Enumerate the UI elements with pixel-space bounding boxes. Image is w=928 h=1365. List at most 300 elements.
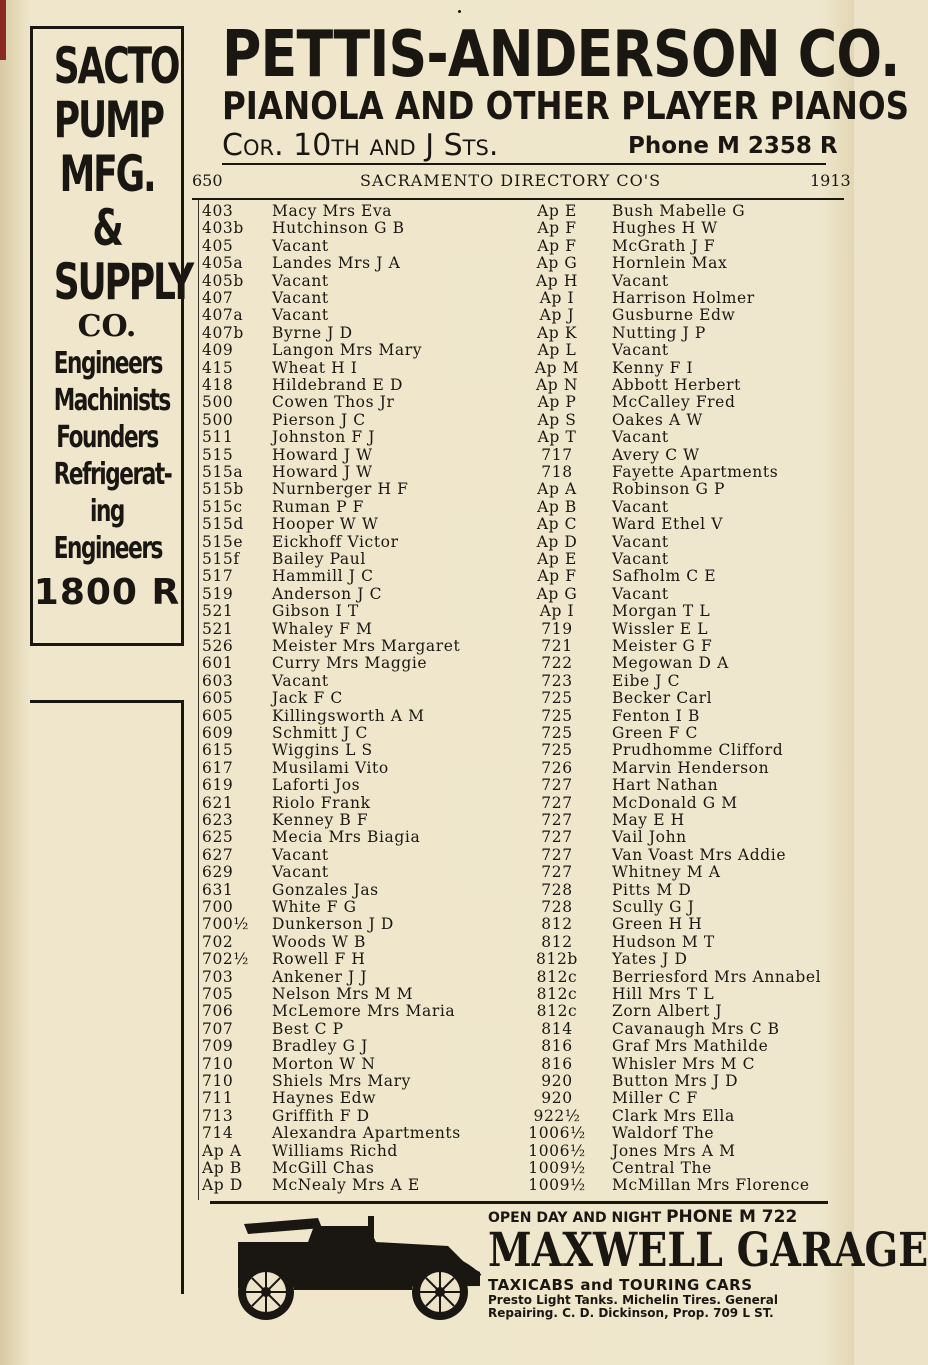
resident-name: Howard J W xyxy=(272,445,373,464)
house-number: 709 xyxy=(202,1037,234,1056)
resident-name: Landes Mrs J A xyxy=(272,254,401,273)
resident-name: Riolo Frank xyxy=(272,793,371,812)
directory-entry xyxy=(0,203,854,220)
directory-entry xyxy=(0,394,854,411)
house-number: 617 xyxy=(202,758,234,777)
directory-entry xyxy=(0,342,854,359)
header-rule xyxy=(222,163,826,165)
house-number: 725 xyxy=(541,689,573,708)
ad-service: ing xyxy=(90,494,124,529)
directory-entry xyxy=(0,1073,854,1090)
house-number: 1009½ xyxy=(528,1159,586,1177)
resident-name: Vail John xyxy=(612,828,687,847)
running-title: SACRAMENTO DIRECTORY CO'S xyxy=(360,171,662,190)
resident-name: Harrison Holmer xyxy=(612,289,755,307)
house-number: 812c xyxy=(536,985,578,1003)
house-number: 621 xyxy=(202,793,234,812)
resident-name: Becker Carl xyxy=(612,689,713,708)
resident-name: McMillan Mrs Florence xyxy=(612,1176,810,1195)
house-number: 515d xyxy=(202,515,244,534)
resident-name: Musilami Vito xyxy=(272,758,389,777)
house-number: 405a xyxy=(202,254,244,273)
resident-name: Fayette Apartments xyxy=(612,463,779,481)
house-number: 609 xyxy=(202,724,234,742)
resident-name: Vacant xyxy=(272,236,329,255)
resident-name: Johnston F J xyxy=(272,428,376,447)
house-number: Ap D xyxy=(536,532,578,551)
resident-name: Killingsworth A M xyxy=(272,706,425,725)
house-number: 415 xyxy=(202,358,234,377)
house-number: Ap A xyxy=(202,1141,242,1160)
house-number: 812c xyxy=(536,967,578,986)
bottom-ad-services: TAXICABS and TOURING CARS xyxy=(488,1276,753,1294)
directory-entry xyxy=(0,638,854,655)
resident-name: Mecia Mrs Biagia xyxy=(272,828,421,847)
house-number: Ap S xyxy=(537,410,577,429)
resident-name: Hill Mrs T L xyxy=(612,985,715,1003)
directory-entry xyxy=(0,377,854,394)
resident-name: Eibe J C xyxy=(612,671,681,690)
house-number: 515f xyxy=(202,550,240,568)
resident-name: Vacant xyxy=(272,271,329,290)
resident-name: Avery C W xyxy=(612,445,700,464)
resident-name: Prudhomme Clifford xyxy=(612,741,784,760)
directory-entry xyxy=(0,447,854,464)
directory-entry xyxy=(0,238,854,255)
house-number: 623 xyxy=(202,811,234,829)
house-number: Ap K xyxy=(536,323,578,342)
directory-entry xyxy=(0,795,854,812)
page-number: 650 xyxy=(192,171,223,190)
resident-name: Safholm C E xyxy=(612,567,717,586)
resident-name: Zorn Albert J xyxy=(612,1002,723,1021)
resident-name: Clark Mrs Ella xyxy=(612,1106,735,1125)
directory-entry xyxy=(0,360,854,377)
house-number: 718 xyxy=(541,463,573,481)
resident-name: Dunkerson J D xyxy=(272,915,394,934)
directory-entry xyxy=(0,621,854,638)
directory-entry xyxy=(0,812,854,829)
house-number: 1006½ xyxy=(528,1141,586,1160)
resident-name: Schmitt J C xyxy=(272,724,368,742)
resident-name: Byrne J D xyxy=(272,323,353,342)
resident-name: Griffith F D xyxy=(272,1106,370,1125)
resident-name: Howard J W xyxy=(272,463,373,481)
resident-name: Macy Mrs Eva xyxy=(272,202,393,220)
house-number: 407a xyxy=(202,306,244,325)
page-edge-mark xyxy=(0,0,6,60)
resident-name: McGrath J F xyxy=(612,236,716,255)
directory-entry xyxy=(0,1090,854,1107)
house-number: 700 xyxy=(202,898,234,916)
house-number: 722 xyxy=(541,654,573,673)
house-number: 515 xyxy=(202,445,234,464)
directory-entry xyxy=(0,1143,854,1160)
directory-entry xyxy=(0,1056,854,1073)
directory-entry xyxy=(0,847,854,864)
resident-name: Megowan D A xyxy=(612,654,729,673)
resident-name: Ruman P F xyxy=(272,497,365,516)
resident-name: McLemore Mrs Maria xyxy=(272,1002,456,1021)
ad-line: PUMP xyxy=(53,91,163,149)
resident-name: Hutchinson G B xyxy=(272,219,405,238)
directory-entry xyxy=(0,1108,854,1125)
house-number: Ap A xyxy=(537,480,577,499)
house-number: 812 xyxy=(541,932,573,951)
directory-entry xyxy=(0,516,854,533)
house-number: 702 xyxy=(202,932,234,951)
house-number: 407 xyxy=(202,289,234,307)
resident-name: Vacant xyxy=(612,341,669,360)
house-number: 519 xyxy=(202,584,234,603)
house-number: 721 xyxy=(541,637,573,655)
resident-name: Central The xyxy=(612,1159,712,1177)
resident-name: Gusburne Edw xyxy=(612,306,736,325)
directory-entry xyxy=(0,1177,854,1194)
house-number: 814 xyxy=(541,1019,573,1038)
house-number: 812c xyxy=(536,1002,578,1021)
house-number: Ap G xyxy=(536,584,578,603)
house-number: Ap B xyxy=(202,1159,242,1177)
house-number: 727 xyxy=(541,845,573,864)
resident-name: Best C P xyxy=(272,1019,344,1038)
resident-name: Vacant xyxy=(272,863,329,882)
resident-name: Jack F C xyxy=(272,689,343,708)
resident-name: Cowen Thos Jr xyxy=(272,393,395,412)
resident-name: Eickhoff Victor xyxy=(272,532,399,551)
directory-entry xyxy=(0,429,854,446)
ink-speck xyxy=(458,10,461,13)
bottom-ad-name: MAXWELL GARAGE xyxy=(488,1223,928,1278)
house-number: Ap B xyxy=(537,497,577,516)
house-number: 515b xyxy=(202,480,244,499)
resident-name: Cavanaugh Mrs C B xyxy=(612,1019,780,1038)
bottom-ad-line: Repairing. C. D. Dickinson, Prop. 709 L ST. xyxy=(488,1306,774,1320)
directory-entry xyxy=(0,481,854,498)
house-number: 605 xyxy=(202,689,234,708)
directory-entry xyxy=(0,899,854,916)
directory-entry xyxy=(0,307,854,324)
house-number: 705 xyxy=(202,985,234,1003)
resident-name: Kenny F I xyxy=(612,358,694,377)
directory-entry xyxy=(0,499,854,516)
directory-entry xyxy=(0,934,854,951)
resident-name: Pierson J C xyxy=(272,410,366,429)
house-number: 615 xyxy=(202,741,234,760)
resident-name: Vacant xyxy=(272,289,329,307)
directory-entry xyxy=(0,742,854,759)
house-number: Ap D xyxy=(202,1176,243,1195)
ad-service: Machinists xyxy=(53,383,170,418)
house-number: 728 xyxy=(541,880,573,899)
house-number: 816 xyxy=(541,1054,573,1073)
resident-name: White F G xyxy=(272,898,357,916)
house-number: 703 xyxy=(202,967,234,986)
bottom-ad-line: Presto Light Tanks. Michelin Tires. General xyxy=(488,1293,778,1307)
resident-name: Shiels Mrs Mary xyxy=(272,1072,412,1090)
directory-entry xyxy=(0,412,854,429)
resident-name: Waldorf The xyxy=(612,1124,715,1143)
house-number: 710 xyxy=(202,1054,234,1073)
house-number: 1006½ xyxy=(528,1124,586,1143)
house-number: 700½ xyxy=(202,915,250,934)
directory-entry xyxy=(0,969,854,986)
ad-line: MFG. & xyxy=(59,145,155,257)
resident-name: Pitts M D xyxy=(612,880,692,899)
resident-name: Vacant xyxy=(272,671,329,690)
resident-name: Vacant xyxy=(272,845,329,864)
house-number: 920 xyxy=(541,1072,573,1090)
house-number: 727 xyxy=(541,828,573,847)
resident-name: Wiggins L S xyxy=(272,741,373,760)
house-number: 511 xyxy=(202,428,234,447)
house-number: 727 xyxy=(541,776,573,795)
resident-name: Marvin Henderson xyxy=(612,758,770,777)
resident-name: Whisler Mrs M C xyxy=(612,1054,756,1073)
ad-phone: 1800 R xyxy=(33,572,181,613)
house-number: 521 xyxy=(202,619,234,638)
house-number: Ap F xyxy=(537,219,577,238)
house-number: 1009½ xyxy=(528,1176,586,1195)
house-number: 706 xyxy=(202,1002,234,1021)
house-number: 920 xyxy=(541,1089,573,1108)
directory-entry xyxy=(0,986,854,1003)
directory-entry xyxy=(0,1160,854,1177)
resident-name: Van Voast Mrs Addie xyxy=(612,845,787,864)
house-number: Ap E xyxy=(537,550,577,568)
directory-entry xyxy=(0,586,854,603)
resident-name: Langon Mrs Mary xyxy=(272,341,423,360)
resident-name: Hildebrand E D xyxy=(272,376,403,394)
house-number: Ap P xyxy=(537,393,577,412)
house-number: 812b xyxy=(536,950,578,969)
ad-service: Founders xyxy=(56,420,158,455)
maxwell-garage-ad xyxy=(210,1204,928,1324)
directory-entry xyxy=(0,255,854,272)
resident-name: Hooper W W xyxy=(272,515,379,534)
resident-name: Miller C F xyxy=(612,1089,698,1108)
house-number: 605 xyxy=(202,706,234,725)
directory-entry xyxy=(0,551,854,568)
resident-name: Vacant xyxy=(612,428,669,447)
directory-entry xyxy=(0,655,854,672)
resident-name: Wheat H I xyxy=(272,358,358,377)
resident-name: Bradley G J xyxy=(272,1037,368,1056)
resident-name: Meister G F xyxy=(612,637,713,655)
resident-name: McCalley Fred xyxy=(612,393,736,412)
house-number: 711 xyxy=(202,1089,234,1108)
resident-name: Button Mrs J D xyxy=(612,1072,739,1090)
resident-name: Laforti Jos xyxy=(272,776,361,795)
house-number: Ap F xyxy=(537,236,577,255)
house-number: 515e xyxy=(202,532,244,551)
house-number: Ap N xyxy=(535,376,578,394)
house-number: 627 xyxy=(202,845,234,864)
house-number: 515a xyxy=(202,463,244,481)
directory-entry xyxy=(0,290,854,307)
house-number: Ap I xyxy=(539,289,575,307)
ad-service: Engineers xyxy=(53,346,162,381)
resident-name: Yates J D xyxy=(612,950,688,969)
resident-name: Bailey Paul xyxy=(272,550,366,568)
running-head-rule xyxy=(192,198,844,200)
directory-entry xyxy=(0,273,854,290)
house-number: Ap C xyxy=(536,515,578,534)
resident-name: Jones Mrs A M xyxy=(612,1141,736,1160)
resident-name: Whaley F M xyxy=(272,619,373,638)
house-number: 710 xyxy=(202,1072,234,1090)
resident-name: Berriesford Mrs Annabel xyxy=(612,967,822,986)
directory-entry xyxy=(0,1038,854,1055)
house-number: 812 xyxy=(541,915,573,934)
resident-name: Ankener J J xyxy=(272,967,368,986)
resident-name: Whitney M A xyxy=(612,863,721,882)
resident-name: Alexandra Apartments xyxy=(272,1124,461,1143)
house-number: 418 xyxy=(202,376,234,394)
header-address: Cor. 10th and J Sts. xyxy=(222,128,499,163)
resident-name: Vacant xyxy=(272,306,329,325)
house-number: 403 xyxy=(202,202,234,220)
ad-service: Engineers xyxy=(53,531,162,566)
bottom-ad-phone: PHONE M 722 xyxy=(666,1207,798,1227)
house-number: 515c xyxy=(202,497,243,516)
resident-name: May E H xyxy=(612,811,685,829)
house-number: 707 xyxy=(202,1019,234,1038)
resident-name: Kenney B F xyxy=(272,811,369,829)
resident-name: Green H H xyxy=(612,915,703,934)
resident-name: Gonzales Jas xyxy=(272,880,379,899)
directory-entry xyxy=(0,464,854,481)
house-number: 603 xyxy=(202,671,234,690)
house-number: 526 xyxy=(202,637,234,655)
house-number: 631 xyxy=(202,880,234,899)
directory-entry xyxy=(0,708,854,725)
resident-name: Bush Mabelle G xyxy=(612,202,746,220)
directory-entry xyxy=(0,777,854,794)
directory-entry xyxy=(0,220,854,237)
resident-name: Vacant xyxy=(612,497,669,516)
resident-name: Hornlein Max xyxy=(612,254,728,273)
resident-name: Hughes H W xyxy=(612,219,718,238)
resident-name: Abbott Herbert xyxy=(612,376,741,394)
resident-name: Fenton I B xyxy=(612,706,700,725)
directory-entry xyxy=(0,725,854,742)
ad-line: SUPPLY xyxy=(53,253,193,311)
directory-entry xyxy=(0,760,854,777)
directory-entry xyxy=(0,829,854,846)
resident-name: Graf Mrs Mathilde xyxy=(612,1037,769,1056)
resident-name: Nurnberger H F xyxy=(272,480,409,499)
ad-service: Refrigerat- xyxy=(53,457,172,492)
house-number: Ap J xyxy=(539,306,575,325)
house-number: 727 xyxy=(541,863,573,882)
house-number: 717 xyxy=(541,445,573,464)
resident-name: McDonald G M xyxy=(612,793,738,812)
house-number: 728 xyxy=(541,898,573,916)
resident-name: Curry Mrs Maggie xyxy=(272,654,428,673)
house-number: 409 xyxy=(202,341,234,360)
ad-co: CO. xyxy=(77,309,137,344)
house-number: 725 xyxy=(541,741,573,760)
bottom-ad-open: OPEN DAY AND NIGHT xyxy=(488,1210,662,1226)
directory-entry xyxy=(0,882,854,899)
house-number: 726 xyxy=(541,758,573,777)
resident-name: Vacant xyxy=(612,532,669,551)
header-product: PIANOLA AND OTHER PLAYER PIANOS xyxy=(222,84,909,128)
house-number: 629 xyxy=(202,863,234,882)
resident-name: Green F C xyxy=(612,724,698,742)
house-number: Ap G xyxy=(536,254,578,273)
resident-name: Hammill J C xyxy=(272,567,374,586)
resident-name: Vacant xyxy=(612,271,669,290)
house-number: 601 xyxy=(202,654,234,673)
house-number: 403b xyxy=(202,219,244,238)
house-number: 625 xyxy=(202,828,234,847)
house-number: 517 xyxy=(202,567,234,586)
house-number: Ap H xyxy=(536,271,578,290)
house-number: 521 xyxy=(202,602,234,621)
house-number: 816 xyxy=(541,1037,573,1056)
resident-name: Nutting J P xyxy=(612,323,706,342)
directory-entry xyxy=(0,951,854,968)
resident-name: Haynes Edw xyxy=(272,1089,377,1108)
house-number: Ap I xyxy=(539,602,575,621)
house-number: Ap M xyxy=(534,358,580,377)
house-number: 922½ xyxy=(533,1106,581,1125)
bottom-ad-details xyxy=(488,1294,778,1320)
ad-line: SACTO xyxy=(53,37,179,95)
resident-name: Oakes A W xyxy=(612,410,703,429)
house-number: 727 xyxy=(541,793,573,812)
house-number: 714 xyxy=(202,1124,234,1143)
resident-name: Gibson I T xyxy=(272,602,359,621)
house-number: 407b xyxy=(202,323,244,342)
directory-entry xyxy=(0,864,854,881)
running-head xyxy=(192,171,851,195)
resident-name: Scully G J xyxy=(612,898,695,916)
header-phone: Phone M 2358 R xyxy=(628,133,838,159)
directory-entry xyxy=(0,568,854,585)
house-number: 619 xyxy=(202,776,234,795)
house-number: 719 xyxy=(541,619,573,638)
directory-entry xyxy=(0,1125,854,1142)
directory-entry xyxy=(0,673,854,690)
resident-name: McNealy Mrs A E xyxy=(272,1176,420,1195)
resident-name: Robinson G P xyxy=(612,480,725,499)
house-number: 725 xyxy=(541,706,573,725)
house-number: 727 xyxy=(541,811,573,829)
house-number: Ap F xyxy=(537,567,577,586)
house-number: 723 xyxy=(541,671,573,690)
resident-name: Morgan T L xyxy=(612,602,711,621)
house-number: Ap E xyxy=(537,202,577,220)
directory-entry xyxy=(0,1021,854,1038)
directory-entry xyxy=(0,534,854,551)
house-number: Ap T xyxy=(537,428,577,447)
resident-name: Hart Nathan xyxy=(612,776,719,795)
resident-name: McGill Chas xyxy=(272,1159,375,1177)
house-number: Ap L xyxy=(537,341,577,360)
resident-name: Vacant xyxy=(612,584,669,603)
resident-name: Anderson J C xyxy=(272,584,383,603)
directory-entry xyxy=(0,603,854,620)
house-number: 500 xyxy=(202,393,234,412)
resident-name: Woods W B xyxy=(272,932,366,951)
touring-car-illustration xyxy=(218,1206,488,1322)
directory-entry xyxy=(0,325,854,342)
resident-name: Wissler E L xyxy=(612,619,709,638)
resident-name: Morton W N xyxy=(272,1054,376,1073)
